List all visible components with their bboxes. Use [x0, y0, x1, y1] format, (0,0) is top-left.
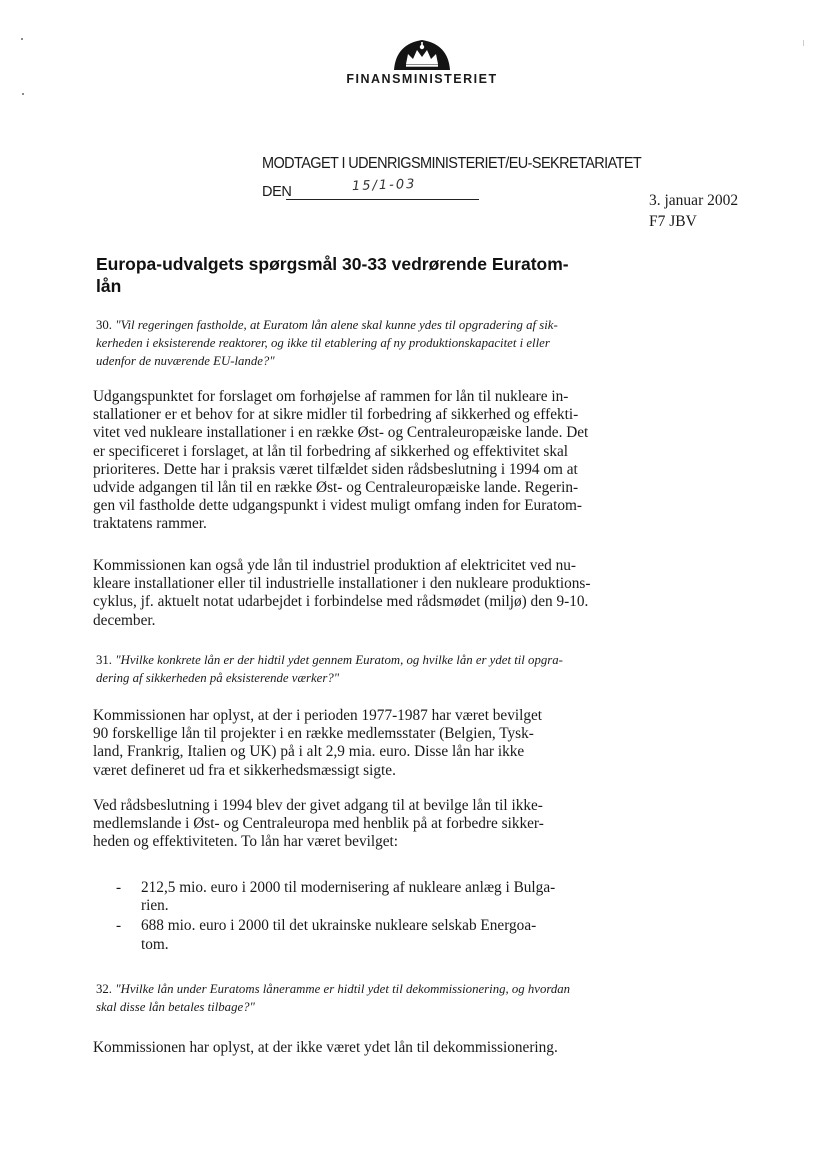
question-32 [96, 980, 626, 1016]
list-item-text: tom. [141, 935, 169, 953]
paragraph-line: Ved rådsbeslutning i 1994 blev der givet adgang til at bevilge lån til ikke- [93, 797, 543, 814]
question-text: "Hvilke lån under Euratoms låneramme er hidtil ydet til dekommissionering, og hvordan [115, 982, 571, 996]
document-heading [96, 253, 656, 297]
received-stamp-line [286, 199, 479, 200]
paragraph-line: Kommissionen har oplyst, at der i perioden 1977-1987 har været bevilget [93, 707, 543, 724]
paragraph-line: været defineret ud fra et sikkerhedsmæssigt sigte. [93, 761, 396, 779]
question-text: "Hvilke konkrete lån er der hidtil ydet gennem Euratom, og hvilke lån er ydet til opgra- [115, 653, 563, 667]
question-text: dering af sikkerheden på eksisterende værker?" [96, 671, 340, 685]
question-number: 31. [96, 653, 112, 667]
paragraph-line: Kommissionen har oplyst, at der ikke været ydet lån til dekommissionering. [93, 1039, 558, 1056]
question-text: "Vil regeringen fastholde, at Euratom lån alene skal kunne ydes til opgradering af sik- [115, 318, 558, 332]
bullet-dash: - [116, 917, 122, 935]
list-item [116, 879, 616, 915]
paragraph-line: medlemslande i Øst- og Centraleuropa med henblik på at forbedre sikker- [93, 815, 544, 833]
list-item-text: 688 mio. euro i 2000 til det ukrainske nukleare selskab Energoa- [141, 917, 537, 935]
question-text: skal disse lån betales tilbage?" [96, 1000, 255, 1014]
paragraph-line: traktatens rammer. [93, 515, 207, 533]
document-reference: F7 JBV [649, 213, 697, 230]
scan-speck [803, 40, 804, 46]
received-stamp-title: MODTAGET I UDENRIGSMINISTERIET/EU-SEKRETARIATET [262, 155, 642, 173]
paragraph-line: vitet ved nukleare installationer i en række Øst- og Centraleuropæiske lande. Det [93, 424, 589, 442]
scan-speck [22, 93, 24, 95]
paragraph-line: stallationer er et behov for at sikre midler til forbedring af sikkerhed og effekti- [93, 406, 579, 424]
paragraph-line: cyklus, jf. aktuelt notat udarbejdet i forbindelse med rådsmødet (miljø) den 9-10. [93, 593, 589, 611]
question-number: 32. [96, 982, 112, 996]
answer-paragraph-2 [93, 557, 633, 630]
paragraph-line: prioriteres. Dette har i praksis været tilfældet siden rådsbeslutning i 1994 om at [93, 460, 578, 478]
paragraph-line: 90 forskellige lån til projekter i en række medlemsstater (Belgien, Tysk- [93, 725, 534, 743]
question-number: 30. [96, 318, 112, 332]
ministry-name: FINANSMINISTERIET [346, 72, 498, 86]
answer-paragraph-1 [93, 388, 633, 534]
loan-bullet-list [116, 879, 616, 956]
paragraph-line: gen vil fastholde dette udgangspunkt i videst muligt omfang inden for Euratom- [93, 497, 582, 515]
paragraph-line: december. [93, 611, 156, 629]
question-text: kerheden i eksisterende reaktorer, og ikke til etablering af ny produktionskapacitet i eller [96, 336, 550, 350]
answer-paragraph-3 [93, 707, 633, 780]
scan-speck [21, 38, 23, 40]
paragraph-line: er specificeret i forslaget, at lån til forbedring af sikkerhed og effektivitet skal [93, 442, 569, 460]
list-item [116, 917, 616, 953]
paragraph-line: kleare installationer eller til industrielle installationer i den nukleare produktions- [93, 575, 591, 593]
document-meta [649, 190, 738, 232]
answer-paragraph-5 [93, 1039, 633, 1057]
paragraph-line: heden og effektiviteten. To lån har været bevilget: [93, 833, 399, 851]
paragraph-line: Udgangspunktet for forslaget om forhøjelse af rammen for lån til nukleare in- [93, 388, 569, 405]
question-text: udenfor de nuværende EU-lande?" [96, 354, 275, 368]
paragraph-line: land, Frankrig, Italien og UK) på i alt 2,9 mia. euro. Disse lån har ikke [93, 743, 525, 761]
heading-line: lån [96, 276, 122, 296]
received-stamp-handwritten-date: 15/1-03 [351, 176, 417, 195]
list-item-text: rien. [141, 897, 169, 915]
received-stamp-den-label: DEN [262, 184, 292, 200]
paragraph-line: Kommissionen kan også yde lån til industriel produktion af elektricitet ved nu- [93, 557, 577, 574]
document-date: 3. januar 2002 [649, 192, 739, 209]
list-item-text: 212,5 mio. euro i 2000 til modernisering af nukleare anlæg i Bulga- [141, 879, 556, 896]
answer-paragraph-4 [93, 797, 633, 852]
bullet-dash: - [116, 879, 122, 896]
crown-logo-icon [392, 38, 452, 70]
paragraph-line: udvide adgangen til lån til en række Øst- og Centraleuropæiske lande. Regerin- [93, 479, 579, 497]
heading-line: Europa-udvalgets spørgsmål 30-33 vedrørende Euratom- [96, 254, 569, 274]
question-31 [96, 651, 626, 687]
question-30 [96, 316, 626, 370]
